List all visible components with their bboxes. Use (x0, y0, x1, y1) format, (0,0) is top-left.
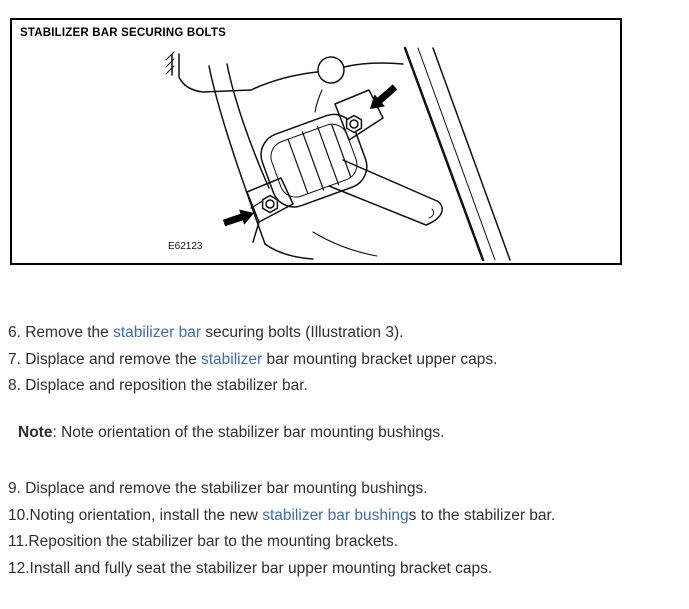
frame-line (172, 54, 179, 77)
step-6-text-pre: 6. Remove the (8, 324, 114, 341)
beam-inner-line (418, 48, 495, 260)
step-10 (8, 503, 680, 530)
upper-securing-bolt (347, 116, 362, 133)
step-12-text: 12.Install and fully seat the stabilizer bar upper mounting bracket caps. (8, 559, 493, 577)
upper-bolt-arrow-icon (370, 84, 397, 109)
note-text: : Note orientation of the stabilizer bar mounting bushings. (52, 423, 445, 441)
bottom-curve (265, 244, 313, 259)
step-12 (8, 556, 680, 583)
frame-top-right-line (344, 63, 403, 67)
illustration-panel (10, 18, 622, 265)
figure-title: STABILIZER BAR SECURING BOLTS (20, 27, 226, 39)
frame-hole (318, 57, 344, 83)
subframe-curve-inner (227, 64, 269, 188)
step-11 (8, 529, 680, 556)
stabilizer-bar (329, 160, 442, 225)
step-9-text: 9. Displace and remove the stabilizer bar mounting bushings. (8, 480, 428, 497)
stabilizer-bar-illustration (13, 46, 619, 262)
step-8 (8, 373, 680, 400)
step-6 (8, 320, 680, 347)
stabilizer-bar-link[interactable]: stabilizer bar (113, 324, 201, 341)
hatch-marks (166, 52, 174, 74)
lower-securing-bolt (263, 196, 278, 213)
step-10-text-post: s to the stabilizer bar. (408, 506, 556, 524)
lower-ear-leg (253, 222, 259, 242)
frame-top-line (251, 72, 317, 90)
lower-bolt-arrow-icon (223, 210, 254, 227)
step-8-text: 8. Displace and reposition the stabilizer bar. (8, 377, 308, 394)
step-7 (8, 347, 680, 374)
note-label: Note (18, 423, 53, 441)
note (18, 420, 680, 447)
stabilizer-link[interactable]: stabilizer (201, 350, 263, 368)
step-7-text-post: bar mounting bracket upper caps. (262, 350, 498, 368)
step-9 (8, 476, 680, 503)
figure-code: E62123 (168, 241, 203, 252)
step-7-text-pre: 7. Displace and remove the (8, 350, 201, 368)
stabilizer-bar-bushing-link[interactable]: stabilizer bar bushing (262, 506, 409, 524)
step-10-text-pre: 10.Noting orientation, install the new (8, 506, 263, 524)
frame-drop-line (315, 90, 322, 112)
frame-bottom-line (313, 232, 377, 256)
step-11-text: 11.Reposition the stabilizer bar to the mounting brackets. (8, 533, 399, 550)
procedure-steps (8, 320, 680, 582)
step-6-text-post: securing bolts (Illustration 3). (200, 324, 404, 341)
